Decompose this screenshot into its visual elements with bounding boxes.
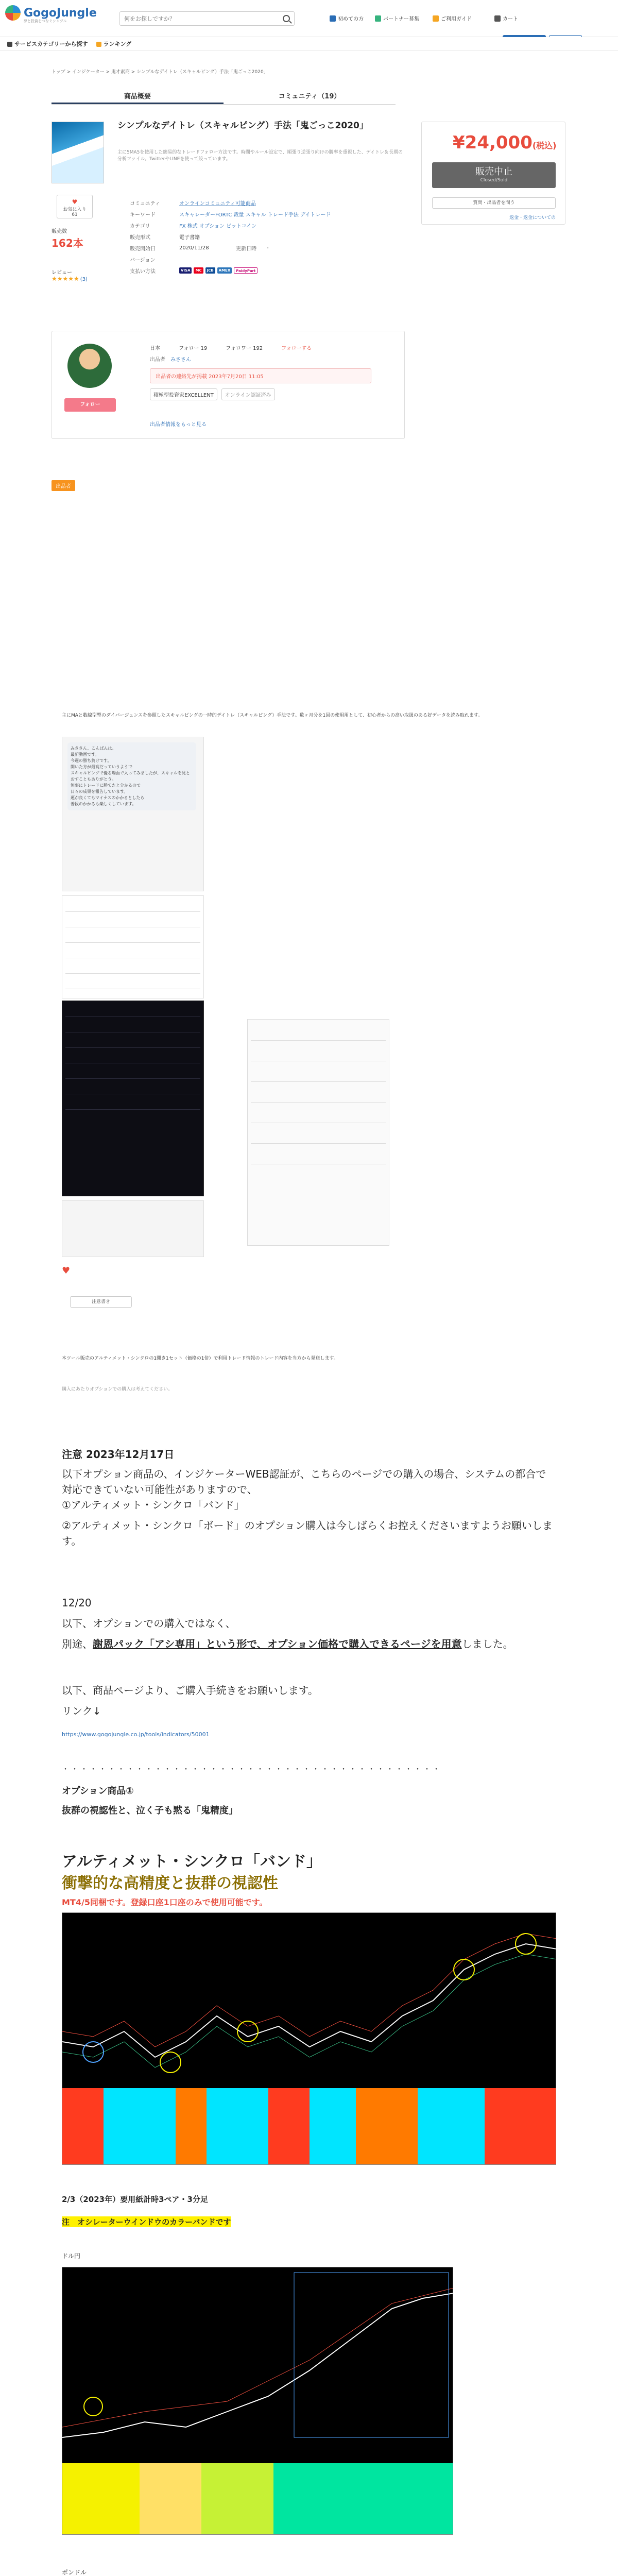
paidy-icon: PaidyPart: [234, 267, 258, 274]
crown-icon: [96, 42, 101, 47]
sold-count: 162本: [52, 237, 83, 249]
search-input[interactable]: [120, 12, 274, 25]
subnav-ranking[interactable]: [96, 40, 132, 48]
date-1220: 12/20: [62, 1597, 92, 1609]
meta-key: 販売開始日: [130, 246, 156, 252]
seller-followers[interactable]: フォロワー 192: [226, 345, 263, 351]
stop-sublabel: Closed/Sold: [480, 178, 508, 183]
meta-row: [130, 208, 331, 219]
product-image[interactable]: [52, 122, 104, 183]
seller-box: [52, 331, 405, 439]
partner-icon: [375, 15, 381, 22]
heart-icon: ♥: [62, 1265, 71, 1276]
tab-label: コミュニティ（19）: [278, 93, 341, 100]
usdjpy-chart-screenshot: [62, 2267, 453, 2535]
line-b-pre: 別途、: [62, 1638, 93, 1650]
site-header: [0, 0, 618, 37]
meta-key: コミュニティ: [130, 200, 160, 207]
review-label: レビュー: [52, 270, 72, 276]
meta-row: [130, 253, 331, 265]
favorite-label: お気に入り: [63, 207, 87, 212]
chat-screenshot-2: [62, 1200, 204, 1257]
label-gbpusd: ポンドル: [62, 2569, 87, 2576]
price-amount: ¥24,000: [453, 132, 533, 153]
sub-navigation: [0, 37, 618, 50]
nav-label: ご利用ガイド: [441, 16, 472, 22]
logo-text: GogoJungle: [24, 6, 97, 20]
stats-title: 2/3（2023年）要用紙計時3ペア・3分足: [62, 2195, 208, 2204]
review-count[interactable]: (3): [80, 277, 88, 282]
row-divider: [251, 1081, 386, 1082]
usdjpy-chart-svg: [62, 2267, 453, 2535]
meta-categories[interactable]: FX 株式 オプション ビットコイン: [179, 223, 257, 229]
tab-label: 商品概要: [124, 93, 151, 100]
band-note: MT4/5同梱です。登録口座1口座のみで使用可能です。: [62, 1897, 268, 1907]
meta-key: カテゴリ: [130, 223, 150, 229]
line-b-bold: 謝恩パック「アシ専用」という形で、オプション価格で購入できるページを用意: [93, 1638, 462, 1650]
meta-key: 販売形式: [130, 234, 150, 241]
row-divider: [65, 1047, 200, 1048]
follow-button[interactable]: フォロー: [64, 398, 116, 412]
notice-title: 注意 2023年12月17日: [62, 1448, 175, 1461]
cart-icon: [494, 15, 501, 22]
seller-tag: オンライン認証済み: [221, 388, 275, 400]
price-box: [421, 122, 565, 225]
seller-country: 日本: [150, 345, 160, 351]
oscillator-note: 注 オシレーターウインドウのカラーバンドです: [62, 2217, 231, 2227]
seller-info: [150, 342, 371, 400]
notice-item-1: ①アルティメット・シンクロ「バンド」: [62, 1499, 245, 1511]
row-divider: [65, 1016, 200, 1017]
band-subtitle: 衝撃的な高精度と抜群の視認性: [62, 1874, 278, 1892]
nav-label: パートナー募集: [383, 16, 419, 22]
amex-icon: AMEX: [217, 267, 232, 274]
rule-note: 本ツール販売のアルティメット・シンクロの1開き1セット（価格の1倍）で利用トレード情報のトレード内容を当方から発送します。: [62, 1356, 338, 1361]
breadcrumb[interactable]: トップ > インジケーター > 鬼才素商 > シンプルなデイトレ（スキャルピング）手法「鬼ごっこ2020」: [52, 70, 268, 75]
subnav-category[interactable]: [7, 40, 88, 48]
row-divider: [251, 1040, 386, 1041]
line-c: 以下、商品ページより、ご購入手続きをお願いします。: [62, 1684, 318, 1697]
seller-notice: 出品者の連絡先が掲載 2023年7月20日 11:05: [150, 368, 371, 383]
row-divider: [65, 1109, 200, 1110]
search-box: [119, 11, 295, 26]
tab-overview[interactable]: [52, 90, 224, 104]
line-a: 以下、オプションでの購入ではなく、: [62, 1617, 236, 1630]
favorite-button[interactable]: [57, 195, 93, 218]
seller-name[interactable]: みささん: [170, 357, 191, 363]
article-intro: 主にMAと数線型型のダイバージェンスを参照したスキャルピングの一時的デイトレ（スキャルピング）手法です。数ヶ月分を1回の使用用として、初心者からの高い取扱のある好データを読み取れます。: [62, 713, 483, 718]
trade-history-screenshot: [62, 895, 204, 998]
mastercard-icon: MC: [194, 267, 203, 274]
row-divider: [65, 942, 200, 943]
refund-link[interactable]: 返金・返金についての: [509, 215, 556, 221]
star-rating: ★★★★★: [52, 275, 79, 282]
product-url-link[interactable]: https://www.gogojungle.co.jp/tools/indicators/50001: [62, 1731, 210, 1738]
chat-screenshot: [62, 737, 204, 891]
logo-tagline: 夢と投資をつなぐシンプル: [24, 19, 67, 23]
meta-row: [130, 242, 331, 253]
row-divider: [251, 1102, 386, 1103]
seller-badge: 出品者: [52, 480, 75, 491]
meta-value: 2020/11/28: [179, 245, 209, 251]
nav-guide[interactable]: [433, 14, 472, 22]
row-divider: [65, 973, 200, 974]
note-caption: 注意書き: [70, 1296, 132, 1308]
favorite-count: 61: [72, 212, 78, 217]
nav-partner[interactable]: [375, 14, 419, 22]
logo-mark-icon: [5, 5, 21, 21]
menu-icon: [7, 42, 12, 47]
band-title: アルティメット・シンクロ「バンド」: [62, 1853, 322, 1871]
option-subtitle: 抜群の視認性と、泣く子も黙る「鬼精度」: [62, 1805, 238, 1816]
meta-row: [130, 197, 331, 208]
meta-key: 更新日時: [236, 246, 256, 252]
meta-key: バージョン: [130, 257, 156, 263]
seller-more-link[interactable]: 出品者情報をもっと見る: [150, 422, 207, 428]
info-icon: [330, 15, 336, 22]
nav-first-time[interactable]: [330, 14, 364, 22]
seller-avatar[interactable]: [67, 344, 112, 388]
guide-icon: [433, 15, 439, 22]
seller-name-label: 出品者: [150, 357, 165, 363]
chat-bubble: みささん、こんばんは。 最新動画です。 今週の勝ち負けです。 開いた方が最高だっていうようで スキャルピングで優る場面で入ってみましたが、スキャルを見とおすこともありがとう。 無事にトレードに勝てたと分かるので 日々の成果を報告しています。 運が良くてもマイナスのかかるとしたら 普段のかかるも楽しくしています。: [67, 742, 196, 810]
product-tabs: [52, 90, 396, 105]
product-meta: [130, 197, 331, 276]
sold-label: 販売数: [52, 229, 67, 234]
seller-following[interactable]: フォロー 19: [179, 345, 208, 351]
product-description: 主に5MA5を使用した簡易的なトレードフォロー方法です。時間やルール設定で、順張り逆張り向けの勝率を重視した、デイトレ＆長期の分析ファイル。TwitterやLINEを使って絞っています。: [117, 150, 403, 162]
meta-key: キーワード: [130, 212, 156, 218]
review-stars[interactable]: [52, 275, 88, 282]
nav-cart[interactable]: [494, 14, 518, 22]
meta-value[interactable]: オンラインコミュニティ可能商品: [179, 200, 256, 207]
notice-body: 以下オプション商品の、インジケーターWEB認証が、こちらのページでの購入の場合、システムの都合で対応できていない可能性がありますので、: [62, 1468, 546, 1496]
meta-row: [130, 231, 331, 242]
band-chart-svg: [62, 1913, 556, 2165]
price: [453, 132, 557, 153]
trade-list-screenshot: [247, 1019, 389, 1246]
tab-community[interactable]: [224, 90, 396, 104]
nav-label: カート: [503, 16, 518, 22]
trade-history-dark-screenshot: [62, 1001, 204, 1196]
meta-value: 電子書籍: [179, 234, 200, 241]
divider-dots: ・・・・・・・・・・・・・・・・・・・・・・・・・・・・・・・・・・・・・・・・・: [62, 1766, 442, 1774]
meta-row: [130, 265, 331, 276]
option-title: オプション商品①: [62, 1786, 134, 1797]
notice-item-2: ②アルティメット・シンクロ「ボード」のオプション購入は今しばらくお控えくださいますようお願いします。: [62, 1519, 553, 1547]
label-usdjpy: ドル円: [62, 2252, 81, 2260]
jcb-icon: JCB: [205, 267, 215, 274]
meta-keywords[interactable]: スキャレーダーFORTC 裁量 スキャル トレード手法 デイトレード: [179, 212, 331, 218]
subnav-label: サービスカテゴリーから探す: [14, 40, 88, 47]
heart-icon: ♥: [72, 198, 78, 206]
meta-value: -: [267, 245, 269, 251]
meta-row: [130, 219, 331, 231]
line-b: [62, 1636, 556, 1652]
warn-small: 購入にあたりオプションでの購入は考えてください。: [62, 1387, 173, 1392]
ask-seller-button[interactable]: 質問・出品者を問う: [432, 197, 556, 209]
search-icon[interactable]: [283, 15, 290, 22]
stop-label: 販売中止: [475, 166, 512, 177]
row-divider: [65, 911, 200, 912]
meta-key: 支払い方法: [130, 268, 156, 275]
subnav-label: ランキング: [103, 40, 132, 47]
row-divider: [65, 1078, 200, 1079]
line-b-post: しました。: [461, 1638, 513, 1650]
follow-link[interactable]: フォローする: [281, 345, 312, 351]
seller-tag: 積極型投資家EXCELLENT: [150, 388, 217, 400]
row-divider: [251, 1143, 386, 1144]
band-chart-screenshot: [62, 1912, 556, 2165]
sale-stopped-button: [432, 162, 556, 188]
product-title: シンプルなデイトレ（スキャルピング）手法「鬼ごっこ2020」: [117, 121, 368, 131]
visa-icon: VISA: [179, 267, 192, 274]
price-tax: (税込): [532, 141, 557, 150]
nav-label: 初めての方: [338, 16, 364, 22]
line-d: リンク↓: [62, 1705, 101, 1717]
